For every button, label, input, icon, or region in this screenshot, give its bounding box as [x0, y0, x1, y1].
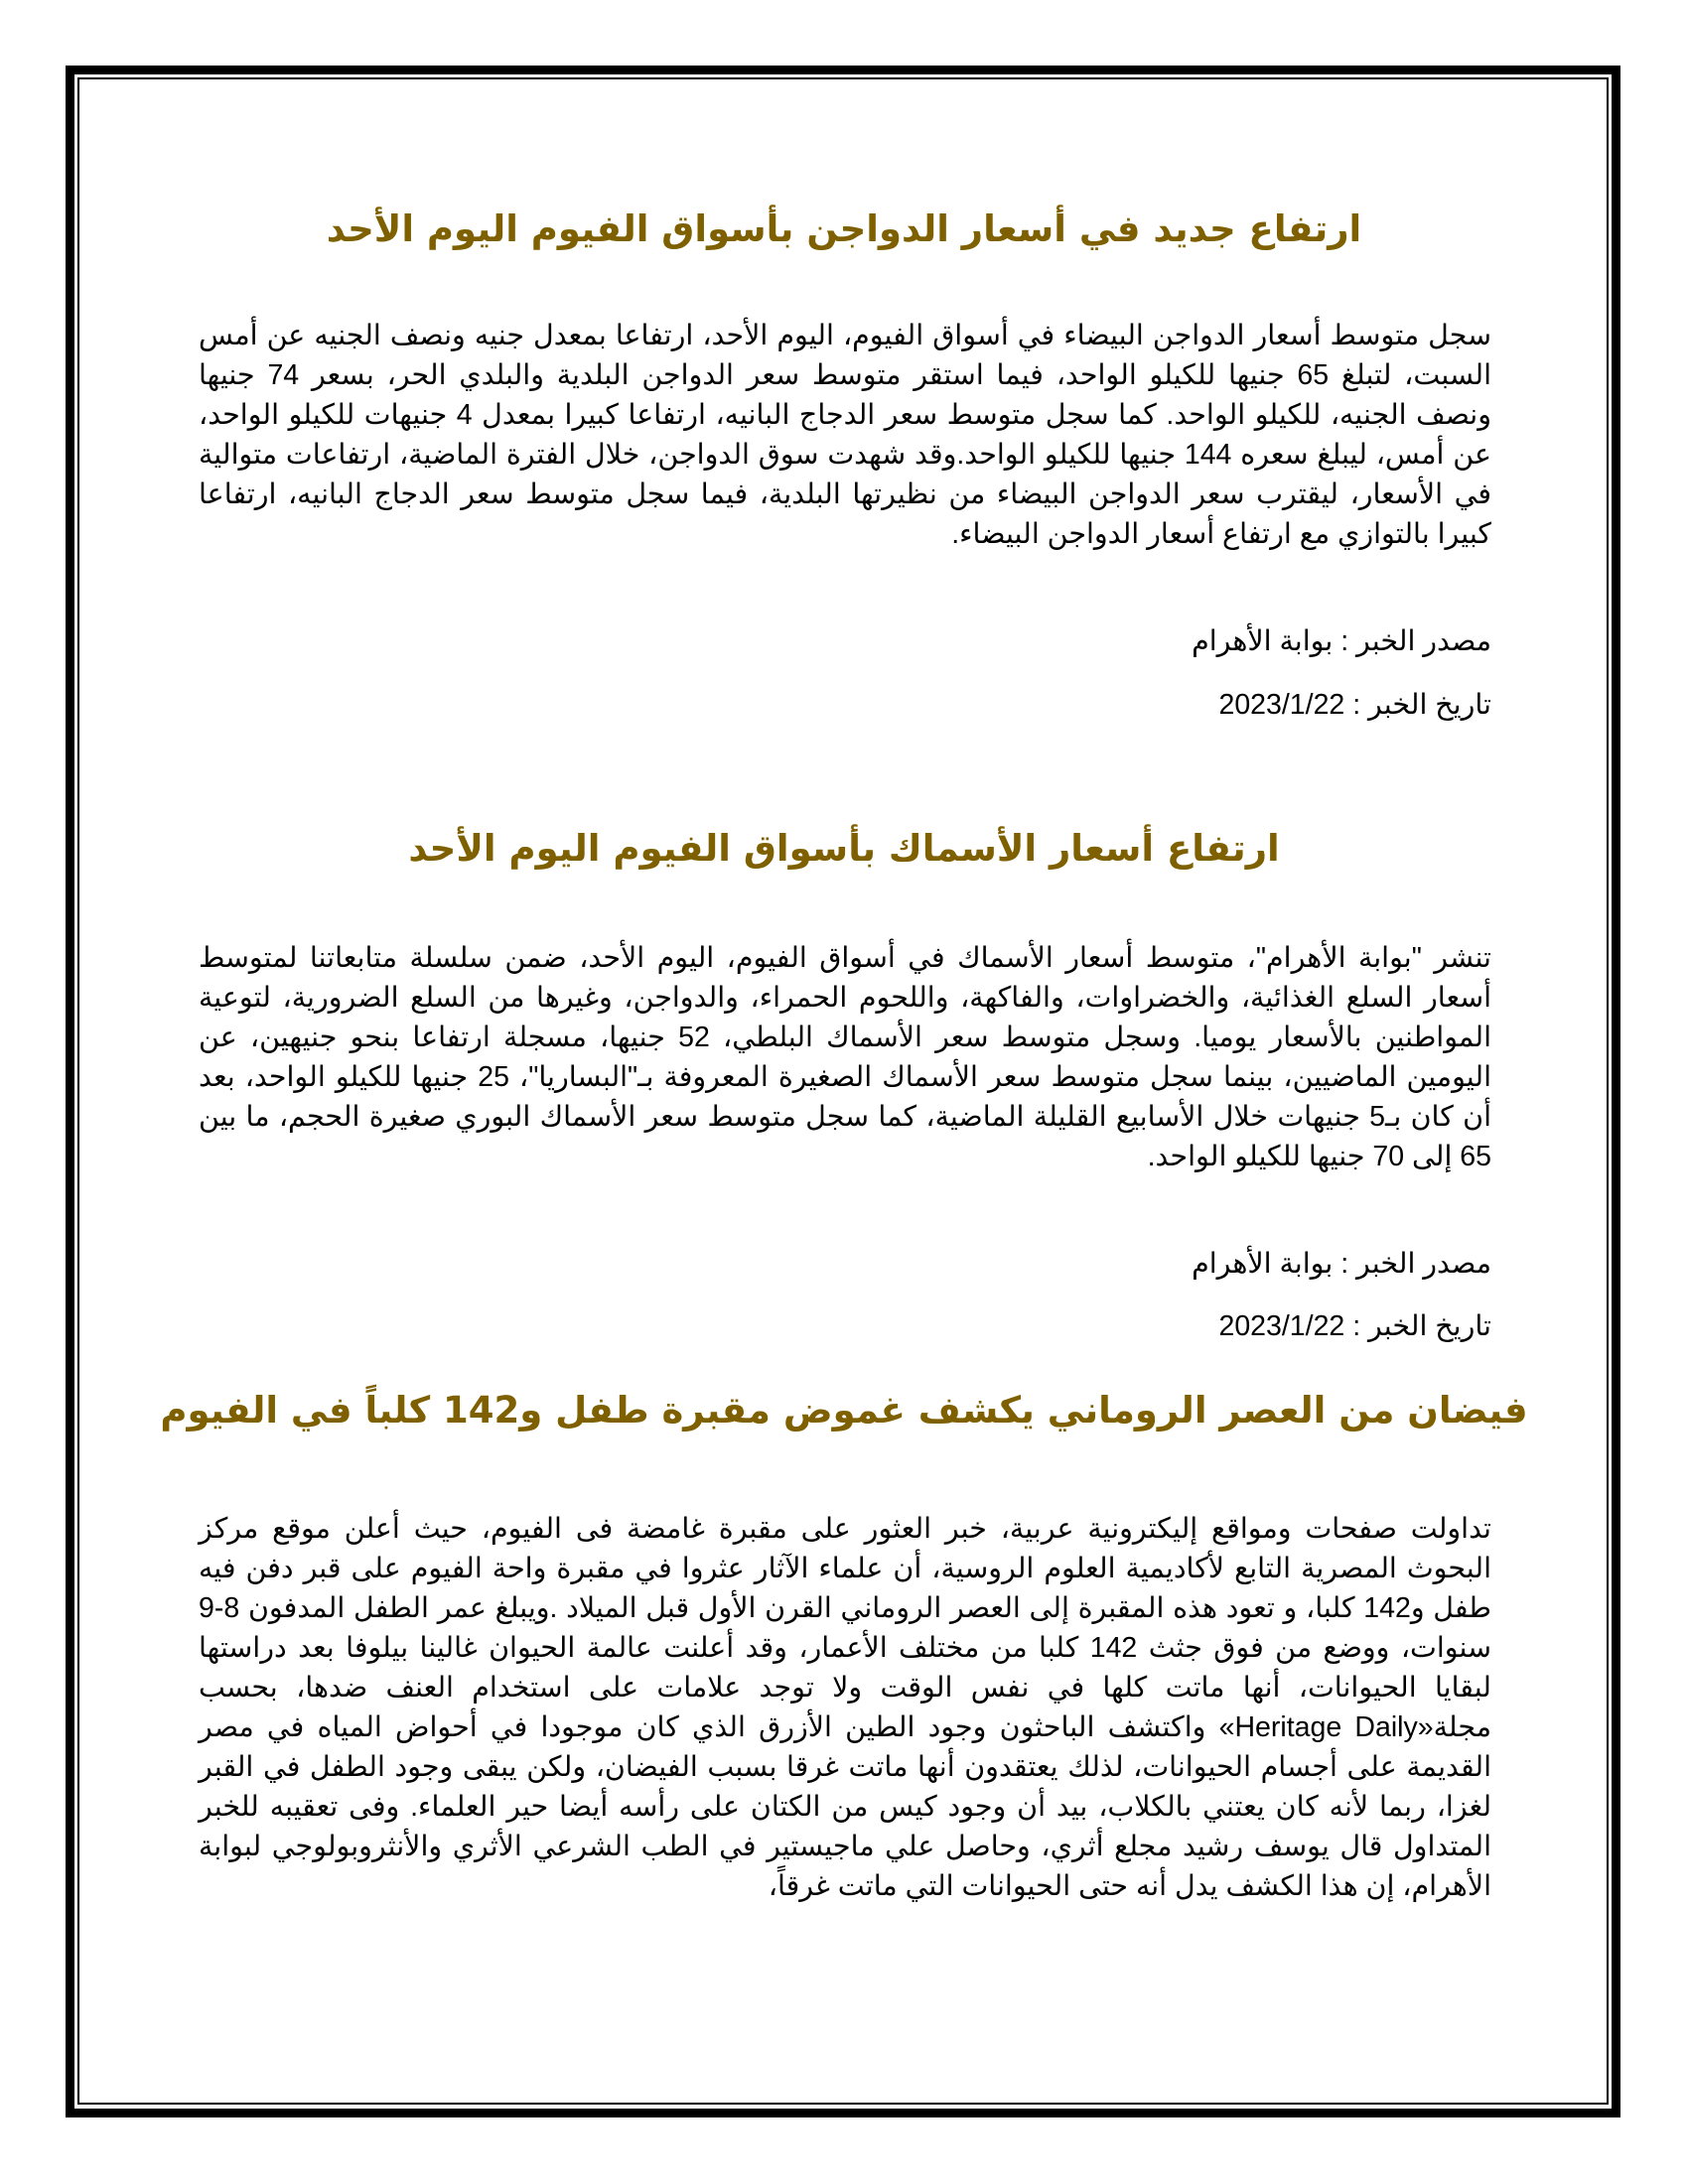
article-3-content — [199, 1509, 1491, 1906]
article-2-content — [199, 938, 1491, 1176]
article-2-source-value: بوابة الأهرام — [1192, 1248, 1334, 1280]
article-2-source-label: مصدر الخبر : — [1340, 1248, 1491, 1280]
article-1-source — [199, 621, 1491, 661]
article-1-source-label: مصدر الخبر : — [1340, 625, 1491, 657]
article-3-title: فيضان من العصر الروماني يكشف غموض مقبرة طفل و142 كلباً في الفيوم — [160, 1389, 1528, 1432]
article-2-date-value: 2023/1/22 — [1218, 1310, 1345, 1342]
article-2-body: تنشر "بوابة الأهرام"، متوسط أسعار الأسماك في أسواق الفيوم، اليوم الأحد، ضمن سلسلة متابعاتنا لمتوسط أسعار السلع الغذائية، والخضراوات، والفاكهة، واللحوم الحمراء، والدواجن، وغيرها من السلع الضرورية، لتوعية المواطنين بالأسعار يوميا. وسجل متوسط سعر الأسماك البلطي، 52 جنيها، مسجلة ارتفاعا بنحو جنيهين، عن اليومين الماضيين، بينما سجل متوسط سعر الأسماك الصغيرة المعروفة بـ"البساريا"، 25 جنيها للكيلو الواحد، بعد أن كان بـ5 جنيهات خلال الأسابيع القليلة الماضية، كما سجل متوسط سعر الأسماك البوري صغيرة الحجم، ما بين 65 إلى 70 جنيها للكيلو الواحد. — [199, 942, 1491, 1172]
article-2-date — [199, 1306, 1491, 1346]
article-3-body: تداولت صفحات ومواقع إليكترونية عربية، خبر العثور على مقبرة غامضة فى الفيوم، حيث أعلن موقع مركز البحوث المصرية التابع لأكاديمية العلوم الروسية، أن علماء الآثار عثروا في مقبرة واحة الفيوم على قبر دفن فيه طفل و142 كلبا، و تعود هذه المقبرة إلى العصر الروماني القرن الأول قبل الميلاد .ويبلغ عمر الطفل المدفون 8-9 سنوات، ووضع من فوق جثث 142 كلبا من مختلف الأعمار، وقد أعلنت عالمة الحيوان غالينا بيلوفا بعد دراستها لبقايا الحيوانات، أنها ماتت كلها في نفس الوقت ولا توجد علامات على استخدام العنف ضدها، بحسب مجلة«Heritage Daily» واكتشف الباحثون وجود الطين الأزرق الذي كان موجودا في أحواض المياه في مصر القديمة على أجسام الحيوانات، لذلك يعتقدون أنها ماتت غرقا بسبب الفيضان، ولكن يبقى وجود الطفل في القبر لغزا، ربما لأنه كان يعتني بالكلاب، بيد أن وجود كيس من الكتان على رأسه أيضا حير العلماء. وفى تعقيبه للخبر المتداول قال يوسف رشيد مجلع أثري، وحاصل علي ماجيستير في الطب الشرعي الأثري والأنثروبولوجي لبوابة الأهرام، إن هذا الكشف يدل أنه حتى الحيوانات التي ماتت غرقاً، — [199, 1513, 1491, 1902]
article-1-body: سجل متوسط أسعار الدواجن البيضاء في أسواق الفيوم، اليوم الأحد، ارتفاعا بمعدل جنيه ونصف الجنيه عن أمس السبت، لتبلغ 65 جنيها للكيلو الواحد، فيما استقر متوسط سعر الدواجن البلدية والبلدي الحر، بسعر 74 جنيها ونصف الجنيه، للكيلو الواحد. كما سجل متوسط سعر الدجاج البانيه، ارتفاعا كبيرا بمعدل 4 جنيهات للكيلو الواحد، عن أمس، ليبلغ سعره 144 جنيها للكيلو الواحد.وقد شهدت سوق الدواجن، خلال الفترة الماضية، ارتفاعات متوالية في الأسعار، ليقترب سعر الدواجن البيضاء من نظيرتها البلدية، فيما سجل متوسط سعر الدجاج البانيه، ارتفاعا كبيرا بالتوازي مع ارتفاع أسعار الدواجن البيضاء. — [199, 320, 1492, 550]
article-1-content — [199, 316, 1491, 554]
article-1-date-value: 2023/1/22 — [1218, 689, 1345, 721]
article-1-source-value: بوابة الأهرام — [1192, 625, 1334, 657]
article-2-title: ارتفاع أسعار الأسماك بأسواق الفيوم اليوم الأحد — [408, 827, 1280, 870]
article-1-date-label: تاريخ الخبر : — [1352, 689, 1491, 721]
article-1-title: ارتفاع جديد في أسعار الدواجن بأسواق الفيوم اليوم الأحد — [326, 207, 1362, 250]
article-2-source — [199, 1244, 1491, 1284]
article-1-date — [199, 685, 1491, 725]
article-2-date-label: تاريخ الخبر : — [1352, 1310, 1491, 1342]
